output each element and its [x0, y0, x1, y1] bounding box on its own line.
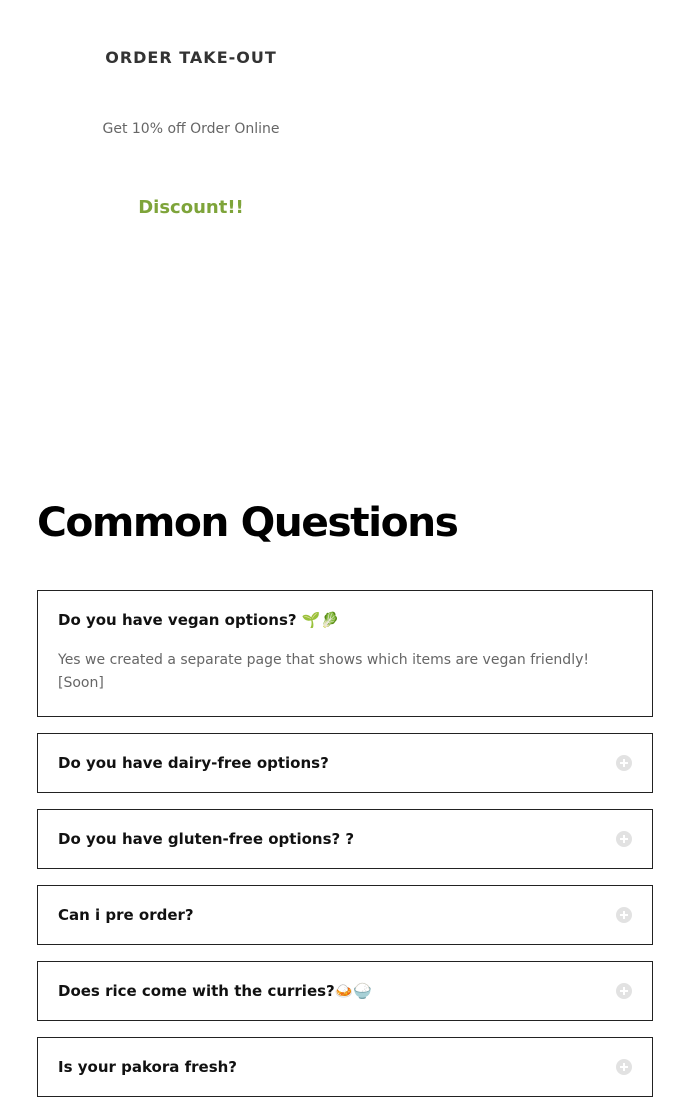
faq-question: Does rice come with the curries?🍛🍚: [58, 982, 373, 1000]
faq-item-pakora: [37, 1037, 653, 1097]
faq-toggle-pakora[interactable]: [38, 1038, 652, 1096]
plus-circle-icon[interactable]: [616, 831, 632, 847]
faq-accordion: [37, 590, 653, 1113]
discount-link[interactable]: Discount!!: [138, 197, 244, 218]
faq-question: Do you have vegan options? 🌱🥬: [58, 611, 340, 629]
faq-question: Do you have dairy-free options?: [58, 754, 329, 772]
faq-item-gluten-free: [37, 809, 653, 869]
faq-toggle-vegan[interactable]: [38, 591, 652, 649]
faq-question: Can i pre order?: [58, 906, 194, 924]
faq-item-rice-curries: [37, 961, 653, 1021]
faq-question: Do you have gluten-free options? ?: [58, 830, 355, 848]
plus-circle-icon[interactable]: [616, 755, 632, 771]
plus-circle-icon[interactable]: [616, 1059, 632, 1075]
faq-item-pre-order: [37, 885, 653, 945]
faq-answer: Yes we created a separate page that shows which items are vegan friendly! [Soon]: [58, 652, 589, 691]
plus-circle-icon[interactable]: [616, 907, 632, 923]
faq-toggle-pre-order[interactable]: [38, 886, 652, 944]
plus-circle-icon[interactable]: [616, 983, 632, 999]
faq-item-vegan: [37, 590, 653, 717]
faq-item-dairy-free: [37, 733, 653, 793]
faq-question: Is your pakora fresh?: [58, 1058, 237, 1076]
faq-heading: Common Questions: [37, 500, 458, 546]
promo-title: ORDER TAKE-OUT: [105, 48, 277, 67]
promo-subtitle: Get 10% off Order Online: [102, 121, 280, 137]
faq-toggle-dairy-free[interactable]: [38, 734, 652, 792]
faq-toggle-rice-curries[interactable]: [38, 962, 652, 1020]
faq-toggle-gluten-free[interactable]: [38, 810, 652, 868]
